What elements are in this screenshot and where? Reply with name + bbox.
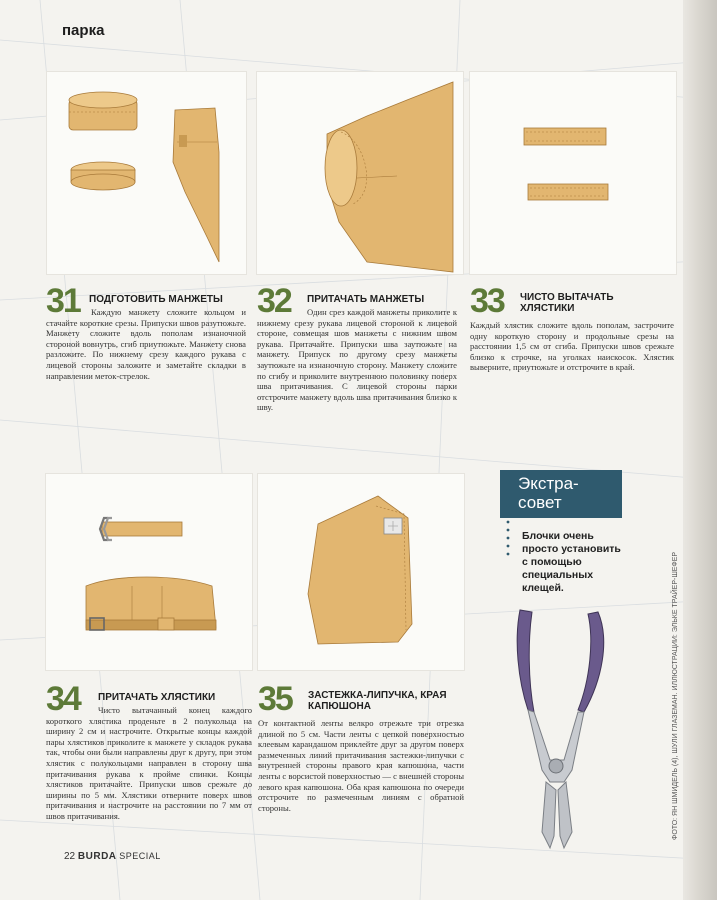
step-body: Каждый хлястик сложите вдоль пополам, застрочите одну короткую сторону и продольные срезы на расстоянии 1,5 см от сгиба. Припуски швов срежьте близко к строчке, на уголках наискосок. Хлястик выверните, приутюжьте и отстрочите в край. [470, 320, 674, 373]
brand-name: BURDA [77, 851, 117, 862]
step-number: 33 [470, 282, 504, 320]
step-32 [257, 282, 457, 413]
tip-title [500, 470, 622, 518]
tip-text: Блочки очень просто установить с помощью специальных клещей. [522, 530, 621, 594]
step-title: ЧИСТО ВЫТАЧАТЬ ХЛЯСТИКИ [520, 292, 614, 314]
step-body: Каждую манжету сложите кольцом и стачайте короткие срезы. Припуски швов разутюжьте. Манжету сложите вдоль пополам изнаночной стороной вовнутрь, сгиб приутюжьте. Манжету снова разложите. По нижнему срезу каждого рукава с лицевой стороны заложите и заметайте складки в направлении меток-стрелок. [46, 307, 246, 381]
page-gutter-edge [683, 0, 717, 900]
tip-title-line: совет [518, 493, 562, 512]
step-title: ПОДГОТОВИТЬ МАНЖЕТЫ [89, 294, 223, 305]
step-number: 31 [46, 282, 80, 320]
step-body: От контактной ленты велкро отрежьте три отрезка длиной по 5 см. Части ленты с цепкой поверхностью клеевым карандашом приклейте друг за другом поверх размеченных линий притачивания застежки-липучки с внутренней стороны правого края капюшона, части ленты с ворсистой поверхностью — с внешней стороны левого края капюшона. Оба края капюшона по очереди отстрочите по размеченным линиям с обратной стороны. [258, 718, 465, 813]
brand-suffix: SPECIAL [119, 851, 161, 861]
dotted-connector [506, 470, 510, 570]
step-title: ЗАСТЕЖКА-ЛИПУЧКА, КРАЯ КАПЮШОНА [308, 690, 447, 712]
illustration-panel-33 [470, 72, 676, 274]
cuff-illustration [47, 72, 246, 274]
tip-title-line: Экстра- [518, 474, 579, 493]
illustration-panel-34 [46, 474, 252, 670]
step-35 [258, 680, 465, 813]
step-number: 34 [46, 680, 80, 718]
step-body: Один срез каждой манжеты приколите к нижнему срезу рукава лицевой стороной к лицевой стороне, совмещая шов манжеты с нижним швом рукава. Притачайте. Припуски шва заутюжьте на манжету. Припуск по другому срезу манжеты заутюжьте на изнаночную сторону. Манжету сложите по сгибу и приколите внутреннюю половинку поверх шва притачивания. С лицевой стороны парки отстрочите манжету вдоль шва притачивания близко к шву. [257, 307, 457, 413]
illustration-panel-32 [257, 72, 463, 274]
sleeve-cuff-illustration [257, 72, 463, 274]
step-number: 32 [257, 282, 291, 320]
step-body: Чисто вытачанный конец каждого короткого хлястика проденьте в 2 полукольца на ширину 2 см и настрочите. Открытые концы каждой пары хлястиков приколите к манжете у складок рукава так, чтобы они были направлены друг к другу, при этом хлястик с полукольцами направлен в сторону шва притачивания рукава к пройме спинки. Концы хлястиков притачайте. Припуски швов срежьте до ширины по 5 мм. Хлястики отверните поверх швов притачивания и настрочите на расстоянии по 7 мм от швов притачивания. [46, 705, 252, 821]
step-title: ПРИТАЧАТЬ МАНЖЕТЫ [307, 294, 425, 305]
step-number: 35 [258, 680, 292, 718]
step-31 [46, 282, 246, 381]
tab-attach-illustration [46, 474, 252, 670]
extra-tip [500, 470, 628, 595]
eyelet-pliers-image [498, 600, 618, 860]
tab-illustration [470, 72, 676, 274]
step-34 [46, 680, 252, 822]
illustration-panel-31 [47, 72, 246, 274]
section-label: парка [62, 22, 105, 39]
step-title: ПРИТАЧАТЬ ХЛЯСТИКИ [98, 692, 216, 703]
photo-credit: ФОТО: ЯН ШМИДЕЛЬ (4), ШУЛИ ГЛАЗЕМАН. ИЛЛЮСТРАЦИИ: ЭЛЬКЕ ТРАЙЕР-ШЕФЕР [672, 551, 679, 840]
illustration-panel-35 [258, 474, 464, 670]
page-footer [64, 851, 161, 862]
step-33 [470, 282, 674, 373]
page-number: 22 [64, 851, 76, 862]
hood-velcro-illustration [258, 474, 464, 670]
